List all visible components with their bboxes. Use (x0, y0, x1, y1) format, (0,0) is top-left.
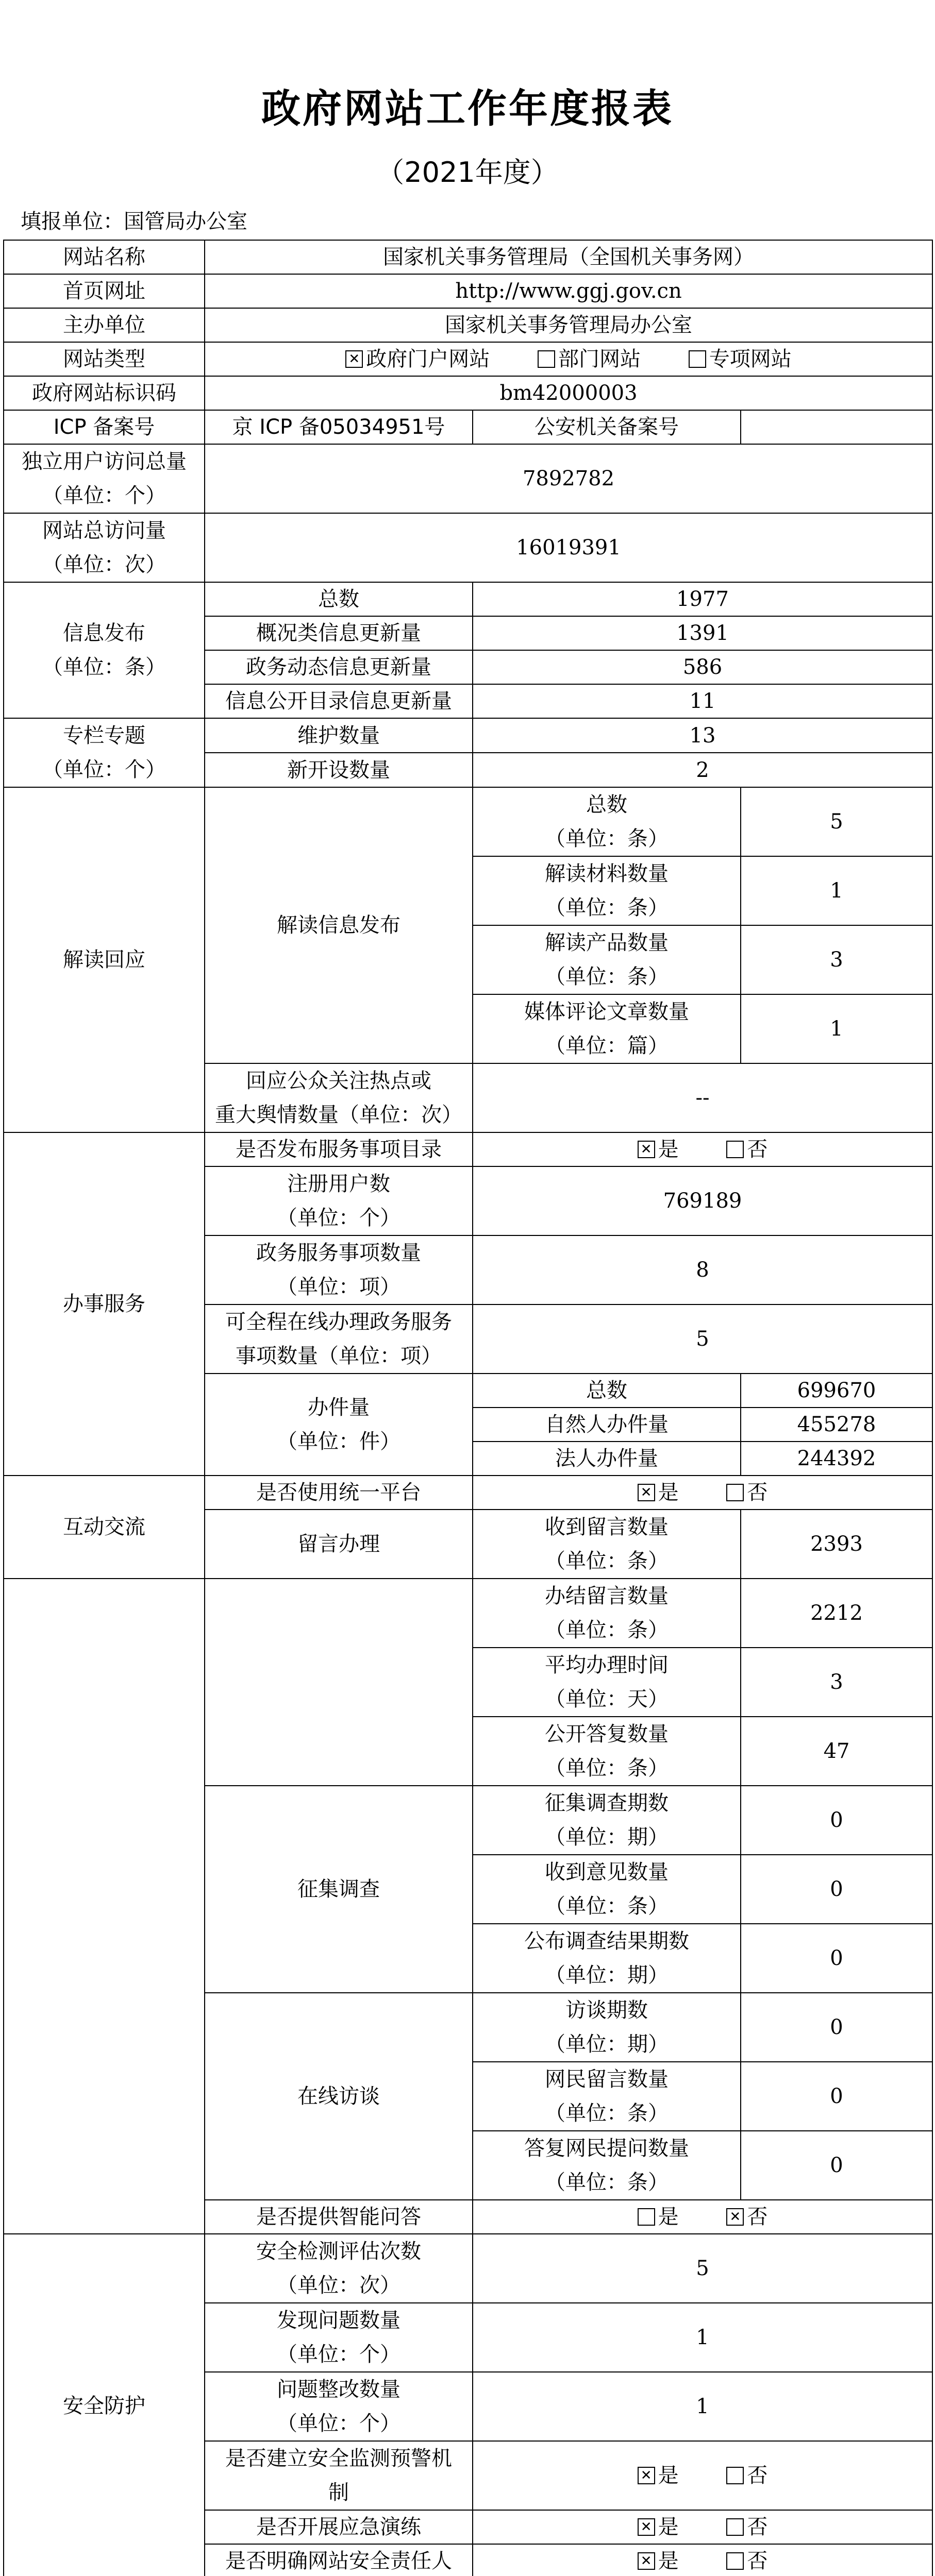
sec-eval-label: 安全检测评估次数 （单位：次） (205, 2234, 473, 2303)
ai-label: 是否提供智能问答 (205, 2200, 473, 2234)
resp-yes-option[interactable]: ✕ 是 (638, 2545, 679, 2576)
row-home-url (4, 274, 932, 308)
row-interact-platform (4, 1476, 932, 1510)
info-news-value: 586 (473, 650, 932, 684)
host-value: 国家机关事务管理局办公室 (205, 308, 932, 342)
interaction-cont (4, 1579, 205, 2234)
site-name-value: 国家机关事务管理局（全国机关事务网） (205, 240, 932, 274)
police-record-label: 公安机关备案号 (473, 410, 741, 444)
service-online-label: 可全程在线办理政务服务 事项数量（单位：项） (205, 1304, 473, 1374)
interpret-label: 解读回应 (4, 787, 205, 1132)
survey-period-value: 0 (741, 1786, 932, 1855)
ai-yes-option[interactable]: 是 (638, 2200, 679, 2233)
checked-box-icon (345, 350, 363, 368)
sec-monitor-label: 是否建立安全监测预警机 制 (205, 2441, 473, 2510)
info-overview-value: 1391 (473, 616, 932, 650)
survey-opinion-value: 0 (741, 1855, 932, 1924)
monitor-no-option[interactable]: 否 (726, 2459, 767, 2492)
home-url-label: 首页网址 (4, 274, 205, 308)
row-site-code (4, 376, 932, 410)
sec-eval-value: 5 (473, 2234, 932, 2303)
msg-handling-cont (205, 1579, 473, 1786)
checked-box-icon (638, 1484, 655, 1501)
row-interpret-total (4, 787, 932, 856)
resp-no-option[interactable]: 否 (726, 2545, 767, 2576)
checked-box-icon (638, 1141, 655, 1158)
row-site-type (4, 342, 932, 376)
talk-msg-label: 网民留言数量 （单位：条） (473, 2062, 741, 2131)
sec-resp-label: 是否明确网站安全责任人 (205, 2544, 473, 2576)
column-label: 专栏专题 （单位：个） (4, 718, 205, 787)
talk-answer-label: 答复网民提问数量 （单位：条） (473, 2131, 741, 2200)
msg-avg-label: 平均办理时间 （单位：天） (473, 1648, 741, 1717)
ai-no-option[interactable]: ✕ 否 (726, 2200, 767, 2233)
type-special-option[interactable]: 专项网站 (689, 343, 792, 376)
info-label: 信息发布 （单位：条） (4, 582, 205, 718)
interpret-product-label: 解读产品数量 （单位：条） (473, 925, 741, 994)
interpret-total-label: 总数 （单位：条） (473, 787, 741, 856)
row-sec-eval (4, 2234, 932, 2303)
talk-answer-value: 0 (741, 2131, 932, 2200)
survey-opinion-label: 收到意见数量 （单位：条） (473, 1855, 741, 1924)
interpret-hot-label: 回应公众关注热点或 重大舆情数量（单位：次） (205, 1063, 473, 1132)
interpret-material-label: 解读材料数量 （单位：条） (473, 856, 741, 925)
service-users-value: 769189 (473, 1166, 932, 1235)
row-icp (4, 410, 932, 444)
info-total-value: 1977 (473, 582, 932, 616)
talk-msg-value: 0 (741, 2062, 932, 2131)
vol-total-value: 699670 (741, 1374, 932, 1408)
msg-handling-label: 留言办理 (205, 1510, 473, 1579)
security-label: 安全防护 (4, 2234, 205, 2576)
unchecked-box-icon (726, 2552, 744, 2570)
service-items-value: 8 (473, 1235, 932, 1304)
platform-no-option[interactable]: 否 (726, 1476, 767, 1509)
checked-box-icon (638, 2518, 655, 2536)
service-online-value: 5 (473, 1304, 932, 1374)
msg-done-label: 办结留言数量 （单位：条） (473, 1579, 741, 1648)
row-service-catalog (4, 1132, 932, 1166)
sec-resp-options (473, 2544, 932, 2576)
unchecked-box-icon (726, 1141, 744, 1158)
interaction-label: 互动交流 (4, 1476, 205, 1579)
site-code-label: 政府网站标识码 (4, 376, 205, 410)
row-pv (4, 513, 932, 582)
icp-label: ICP 备案号 (4, 410, 205, 444)
talk-label: 在线访谈 (205, 1993, 473, 2200)
unchecked-box-icon (726, 2518, 744, 2536)
row-site-name (4, 240, 932, 274)
column-maintain-value: 13 (473, 718, 932, 753)
interpret-product-value: 3 (741, 925, 932, 994)
unchecked-box-icon (726, 2467, 744, 2484)
row-uv (4, 444, 932, 513)
icp-value: 京 ICP 备05034951号 (205, 410, 473, 444)
info-overview-label: 概况类信息更新量 (205, 616, 473, 650)
info-open-label: 信息公开目录信息更新量 (205, 684, 473, 718)
type-dept-option[interactable]: 部门网站 (538, 343, 641, 376)
service-users-label: 注册用户数 （单位：个） (205, 1166, 473, 1235)
site-type-label: 网站类型 (4, 342, 205, 376)
msg-recv-value: 2393 (741, 1510, 932, 1579)
platform-label: 是否使用统一平台 (205, 1476, 473, 1510)
uv-value: 7892782 (205, 444, 932, 513)
msg-reply-label: 公开答复数量 （单位：条） (473, 1717, 741, 1786)
msg-done-value: 2212 (741, 1579, 932, 1648)
row-host (4, 308, 932, 342)
unchecked-box-icon (538, 350, 555, 368)
sec-fixed-label: 问题整改数量 （单位：个） (205, 2372, 473, 2441)
survey-result-value: 0 (741, 1924, 932, 1993)
sec-found-value: 1 (473, 2303, 932, 2372)
checked-box-icon (638, 2467, 655, 2484)
unchecked-box-icon (638, 2208, 655, 2226)
site-name-label: 网站名称 (4, 240, 205, 274)
unchecked-box-icon (689, 350, 706, 368)
platform-options (473, 1476, 932, 1510)
column-maintain-label: 维护数量 (205, 718, 473, 753)
uv-label: 独立用户访问总量 （单位：个） (4, 444, 205, 513)
service-catalog-label: 是否发布服务事项目录 (205, 1132, 473, 1166)
interpret-total-value: 5 (741, 787, 932, 856)
report-table (3, 240, 933, 2576)
interpret-media-value: 1 (741, 994, 932, 1063)
talk-period-value: 0 (741, 1993, 932, 2062)
msg-recv-label: 收到留言数量 （单位：条） (473, 1510, 741, 1579)
site-code-value: bm42000003 (205, 376, 932, 410)
service-volume-label: 办件量 （单位：件） (205, 1374, 473, 1476)
unchecked-box-icon (726, 1484, 744, 1501)
checked-box-icon (726, 2208, 744, 2226)
sec-found-label: 发现问题数量 （单位：个） (205, 2303, 473, 2372)
ai-options (473, 2200, 932, 2234)
site-type-options (205, 342, 932, 376)
survey-result-label: 公布调查结果期数 （单位：期） (473, 1924, 741, 1993)
monitor-yes-option[interactable]: ✕是 (638, 2459, 679, 2492)
home-url-value: http://www.ggj.gov.cn (205, 274, 932, 308)
msg-reply-value: 47 (741, 1717, 932, 1786)
column-new-label: 新开设数量 (205, 753, 473, 787)
talk-period-label: 访谈期数 （单位：期） (473, 1993, 741, 2062)
checked-box-icon (638, 2552, 655, 2570)
vol-legal-label: 法人办件量 (473, 1442, 741, 1476)
drill-no-option[interactable]: 否 (726, 2511, 767, 2544)
pv-label: 网站总访问量 （单位：次） (4, 513, 205, 582)
vol-legal-value: 244392 (741, 1442, 932, 1476)
vol-total-label: 总数 (473, 1374, 741, 1408)
drill-yes-option[interactable]: ✕ 是 (638, 2511, 679, 2544)
service-label: 办事服务 (4, 1132, 205, 1476)
sec-drill-label: 是否开展应急演练 (205, 2510, 473, 2544)
row-msg-done (4, 1579, 932, 1648)
host-label: 主办单位 (4, 308, 205, 342)
report-title: 政府网站工作年度报表 (261, 86, 674, 131)
vol-person-label: 自然人办件量 (473, 1408, 741, 1442)
platform-yes-option[interactable]: ✕ 是 (638, 1476, 679, 1509)
type-portal-option[interactable]: ✕ 政府门户网站 (345, 343, 490, 376)
sec-monitor-options (473, 2441, 932, 2510)
info-total-label: 总数 (205, 582, 473, 616)
interpret-hot-value: -- (473, 1063, 932, 1132)
interpret-sub-label: 解读信息发布 (205, 787, 473, 1063)
interpret-material-value: 1 (741, 856, 932, 925)
service-items-label: 政务服务事项数量 （单位：项） (205, 1235, 473, 1304)
report-year: （2021年度） (376, 156, 559, 189)
info-open-value: 11 (473, 684, 932, 718)
msg-avg-value: 3 (741, 1648, 932, 1717)
catalog-yes-option[interactable]: ✕ 是 (638, 1133, 679, 1166)
pv-value: 16019391 (205, 513, 932, 582)
sec-fixed-value: 1 (473, 2372, 932, 2441)
interpret-media-label: 媒体评论文章数量 （单位：篇） (473, 994, 741, 1063)
survey-period-label: 征集调查期数 （单位：期） (473, 1786, 741, 1855)
survey-label: 征集调查 (205, 1786, 473, 1993)
row-column-maintain (4, 718, 932, 753)
fill-unit: 填报单位：国管局办公室 (21, 210, 247, 233)
info-news-label: 政务动态信息更新量 (205, 650, 473, 684)
catalog-no-option[interactable]: 否 (726, 1133, 767, 1166)
sec-drill-options (473, 2510, 932, 2544)
column-new-value: 2 (473, 753, 932, 787)
service-catalog-options (473, 1132, 932, 1166)
row-info-total (4, 582, 932, 616)
police-record-value (741, 410, 932, 444)
vol-person-value: 455278 (741, 1408, 932, 1442)
